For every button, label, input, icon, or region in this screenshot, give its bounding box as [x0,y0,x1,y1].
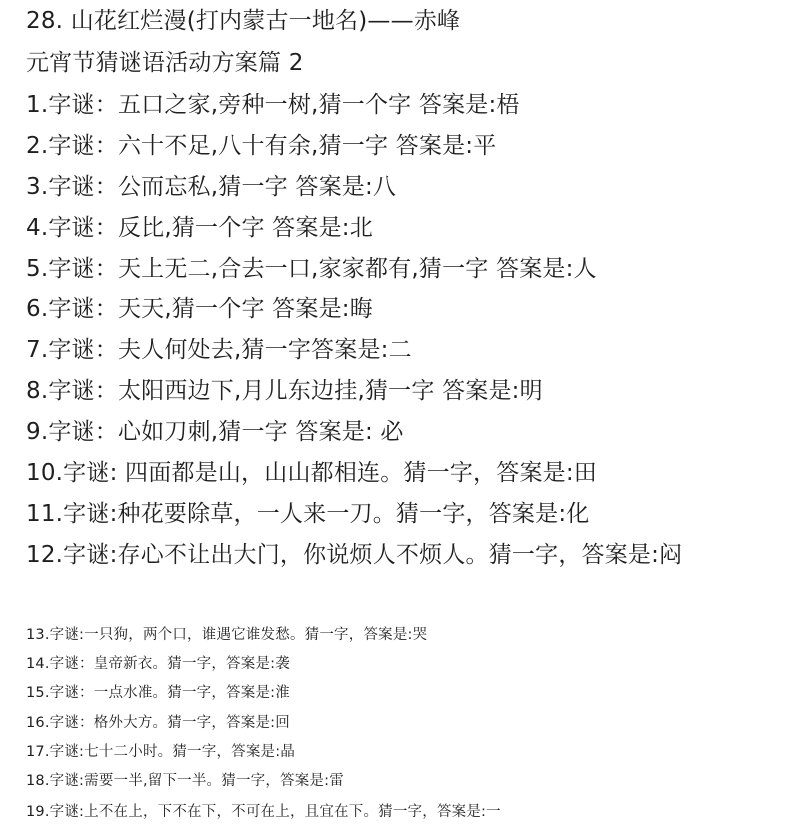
riddle-item: 7.字谜：夫人何处去,猜一字答案是:二 [26,337,412,364]
riddle-item: 11.字谜:种花要除草，一人来一刀。猜一字，答案是:化 [26,500,590,527]
riddle-item: 3.字谜：公而忘私,猜一字 答案是:八 [26,173,397,200]
riddle-item: 6.字谜：天天,猜一个字 答案是:晦 [26,296,373,323]
riddle-item: 14.字谜：皇帝新衣。猜一字，答案是:袭 [26,656,290,673]
riddle-item: 8.字谜：太阳西边下,月儿东边挂,猜一字 答案是:明 [26,378,543,405]
riddle-item: 9.字谜：心如刀刺,猜一字 答案是: 必 [26,419,404,446]
riddle-item: 4.字谜：反比,猜一个字 答案是:北 [26,214,373,241]
riddle-list-small [26,624,501,821]
riddle-item: 2.字谜：六十不足,八十有余,猜一字 答案是:平 [26,132,497,159]
riddle-item: 13.字谜:一只狗，两个口，谁遇它谁发愁。猜一字，答案是:哭 [26,627,428,643]
riddle-item-cut-off: 19.字谜:上不在上，下不在下，不可在上，且宜在下。猜一字，答案是:一 [26,804,501,821]
riddle-item: 15.字谜：一点水准。猜一字，答案是:淮 [26,685,290,702]
riddle-list-large [26,90,682,581]
riddle-item: 17.字谜:七十二小时。猜一字，答案是:晶 [26,743,296,760]
riddle-item: 16.字谜：格外大方。猜一字，答案是:回 [26,714,290,731]
riddle-item: 1.字谜：五口之家,旁种一树,猜一个字 答案是:梧 [26,92,520,118]
riddle-item: 5.字谜：天上无二,合去一口,家家都有,猜一字 答案是:人 [26,255,597,282]
riddle-item: 12.字谜:存心不让出大门，你说烦人不烦人。猜一字，答案是:闷 [26,541,683,568]
riddle-item: 18.字谜:需要一半,留下一半。猜一字，答案是:雷 [26,772,344,789]
riddle-28-title: 28. 山花红烂漫(打内蒙古一地名)——赤峰 [26,8,461,34]
riddle-item: 10.字谜: 四面都是山，山山都相连。猜一字，答案是:田 [26,460,597,487]
section-heading: 元宵节猜谜语活动方案篇 2 [26,50,304,76]
